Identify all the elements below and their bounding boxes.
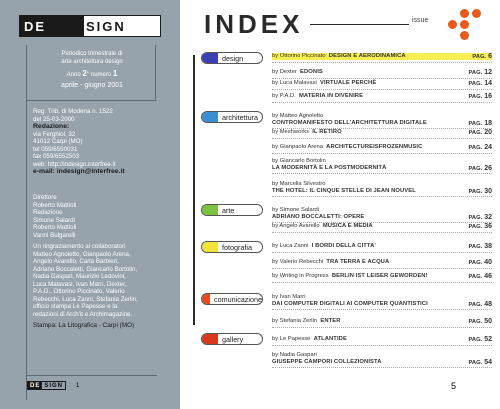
page-value: 46 xyxy=(484,273,492,280)
entry-author: by Gianpaolo Arena xyxy=(272,144,323,150)
page-label: PAG. xyxy=(468,319,483,325)
logo-light-part: SIGN xyxy=(86,18,126,34)
entry-page xyxy=(472,53,492,61)
category-label: comunicazione xyxy=(214,294,262,304)
entry-title: ARCHITECTUREISFROZENMUSIC xyxy=(326,144,423,150)
index-entry[interactable] xyxy=(272,318,492,325)
page-value: 16 xyxy=(484,93,492,100)
entry-page xyxy=(468,259,492,267)
email-link[interactable]: e-mail: indesign@interfree.it xyxy=(33,168,125,175)
website-link[interactable]: web: http://indesign.interfree.it xyxy=(33,160,116,168)
dot-icon xyxy=(460,9,469,18)
category-label: architettura xyxy=(222,112,258,122)
dot-icon xyxy=(460,20,469,29)
entry-author: by Nadia Gaspari xyxy=(272,352,317,358)
index-entry[interactable] xyxy=(272,243,492,250)
entry-author: by Luca Malavasi xyxy=(272,80,317,86)
entry-author: by Giancarlo Bortolin xyxy=(272,158,326,164)
entry-title: BERLIN IST LEISER GEWORDEN! xyxy=(331,273,428,279)
entry-divider xyxy=(272,345,492,346)
category-color-swatch xyxy=(202,242,218,252)
entry-title: GIUSEPPE CAMPORI COLLEZIONISTA xyxy=(272,359,382,366)
page-value: 54 xyxy=(484,359,492,366)
category-architettura[interactable] xyxy=(201,111,263,123)
category-fotografia[interactable] xyxy=(201,241,263,253)
entry-page xyxy=(468,93,492,101)
category-gallery[interactable] xyxy=(201,333,263,345)
index-entry[interactable] xyxy=(272,80,492,87)
page-label: PAG. xyxy=(468,302,483,308)
pub-line-1: Periodico trimestrale di xyxy=(61,51,123,57)
left-page-number: 1 xyxy=(76,382,80,389)
category-arte[interactable] xyxy=(201,204,263,216)
page-label: PAG. xyxy=(468,360,483,366)
entry-title: MUSICA E MEDIA xyxy=(322,223,373,229)
category-label: gallery xyxy=(222,334,244,344)
entry-title: DESIGN E AERODINAMICA xyxy=(328,53,406,59)
page-value: 26 xyxy=(484,165,492,172)
page-label: PAG. xyxy=(468,121,483,127)
page-label: PAG. xyxy=(468,337,483,343)
category-comunicazione[interactable] xyxy=(201,293,263,305)
page-label: PAG. xyxy=(468,94,483,100)
page-value: 38 xyxy=(484,243,492,250)
entry-title: MATERIA IN DIVENIRE xyxy=(298,93,364,99)
entry-title: LA MODERNITÀ E LA POSTMODERNITÀ xyxy=(272,165,387,172)
entry-title: THE HOTEL: IL CINQUE STELLE DI JEAN NOUVEL xyxy=(272,188,416,195)
entry-divider xyxy=(272,62,492,63)
entry-divider xyxy=(272,196,492,197)
entry-author: by Meshworks xyxy=(272,129,310,135)
entry-author: by Ottorino Piccinato xyxy=(272,53,326,59)
entry-divider xyxy=(272,138,492,139)
redazione-heading: Redazione: xyxy=(33,123,70,130)
issue-label: issue xyxy=(412,17,429,24)
entry-divider xyxy=(272,102,492,103)
entry-author: by Angelo Avarello xyxy=(272,223,320,229)
entry-author: by Matteo Agnoletto xyxy=(272,113,324,119)
masthead-panel xyxy=(0,0,180,409)
staff: Direttore Roberto Mattioli Redazione Simone Salardi Roberto Mattioli Vanni Bulgarelli xyxy=(33,194,77,239)
index-entry[interactable] xyxy=(272,181,492,196)
category-label: arte xyxy=(222,205,235,215)
page-label: PAG. xyxy=(468,130,483,136)
entry-page xyxy=(468,129,492,137)
page-value: 20 xyxy=(484,129,492,136)
category-design[interactable] xyxy=(201,52,263,64)
page-value: 50 xyxy=(484,318,492,325)
entry-title: EDONIS xyxy=(300,69,323,75)
category-color-swatch xyxy=(202,53,218,63)
category-color-swatch xyxy=(202,112,218,122)
page-title: INDEX xyxy=(204,9,304,39)
entry-divider xyxy=(272,327,492,328)
entry-divider xyxy=(272,173,492,174)
entry-title: IL RETIRO xyxy=(312,129,342,135)
entry-divider xyxy=(272,282,492,283)
entry-title: DAI COMPUTER DIGITALI AI COMPUTER QUANTISTICI xyxy=(272,301,428,308)
page-label: PAG. xyxy=(468,166,483,172)
entry-page xyxy=(468,273,492,281)
page-number: 5 xyxy=(450,381,456,391)
pub-line-2: arte architettura design xyxy=(61,58,123,65)
entry-page xyxy=(468,318,492,326)
entry-author: by Dexter xyxy=(272,69,297,75)
category-label: fotografia xyxy=(222,242,252,252)
publication-info xyxy=(26,45,156,101)
index-entry[interactable] xyxy=(272,273,492,280)
category-label: design xyxy=(222,53,244,63)
category-color-swatch xyxy=(202,294,210,304)
entry-page xyxy=(468,80,492,88)
entry-author: by Stefania Zerlin xyxy=(272,318,318,324)
index-entry[interactable] xyxy=(272,129,492,136)
entry-author: by Valerio Rebecchi xyxy=(272,259,324,265)
index-entry[interactable] xyxy=(272,53,492,60)
page-value: 40 xyxy=(484,259,492,266)
index-entry[interactable] xyxy=(272,93,492,100)
entry-page xyxy=(468,144,492,152)
index-entry[interactable] xyxy=(272,223,492,230)
issue-date: aprile - giugno 2001 xyxy=(61,82,123,89)
title-rule xyxy=(310,24,409,25)
entry-author: by Marcella Silvestro xyxy=(272,181,326,187)
entry-title: ADRIANO BOCCALETTI: OPERE xyxy=(272,214,365,221)
page-label: PAG. xyxy=(468,81,483,87)
entry-author: by Luca Zanni xyxy=(272,243,309,249)
index-entry[interactable] xyxy=(272,69,492,76)
entry-author: by Simone Salardi xyxy=(272,207,320,213)
entry-divider xyxy=(272,367,492,368)
entry-title: VIRTUALE PERCHÈ xyxy=(320,80,377,86)
index-entry[interactable] xyxy=(272,207,492,222)
dot-icon xyxy=(460,31,469,40)
index-entry[interactable] xyxy=(272,336,492,343)
page-value: 6 xyxy=(488,53,492,60)
entry-divider xyxy=(272,78,492,79)
page-label: PAG. xyxy=(468,70,483,76)
entry-divider xyxy=(272,153,492,154)
page-label: PAG. xyxy=(468,189,483,195)
acknowledgements: Un ringraziamento ai collaboratori Matteo Agnoletto, Gianpaolo Arena, Angelo Avarello, Carla Barbieri, Adriano Boccaletti, Giancarlo Bortolin, Nadia Gaspari, Maurizio Ledovini, Luca Malavasi, Ivan Marri, Dexter, P.A.D., Ottorino Piccinato, Valerio Rebecchi, Luca Zanni, Stefania Zerlin, ufficio stampa Le Papesse e la redazioni di Arch'it e Archimagazine. xyxy=(33,243,138,318)
page-label: PAG. xyxy=(472,54,487,60)
page-value: 52 xyxy=(484,336,492,343)
registration: Reg. Trib. di Modena n. 1522 del 25-03-2000 Redazione: via Ferghiol, 32 41012 Carpi (MO) tel 059/6550031 fax 059/6552503 web: http://indesign.interfree.it e-mail: indesign@interfree.it xyxy=(33,108,125,175)
printer-credit: Stampa: La Litografica - Carpi (MO) xyxy=(33,322,135,329)
index-entry[interactable] xyxy=(272,352,492,367)
entry-author: by Ivan Marri xyxy=(272,294,306,300)
left-footer xyxy=(27,375,157,390)
design-logo xyxy=(19,15,161,37)
dot-icon xyxy=(448,20,457,29)
logo-dark-part: DE xyxy=(20,16,84,36)
page-value: 14 xyxy=(484,80,492,87)
entry-title: ENTER xyxy=(320,318,341,324)
category-color-swatch xyxy=(202,205,218,215)
index-entry[interactable] xyxy=(272,144,492,151)
page-value: 48 xyxy=(484,301,492,308)
index-entry[interactable] xyxy=(272,158,492,173)
page-value: 30 xyxy=(484,188,492,195)
index-panel xyxy=(190,0,500,409)
entry-divider xyxy=(272,268,492,269)
entry-author: by Writing in Progress xyxy=(272,273,329,279)
entry-divider xyxy=(272,309,492,310)
entry-divider xyxy=(272,89,492,90)
category-color-swatch xyxy=(202,334,218,344)
entry-divider xyxy=(272,232,492,233)
page-value: 24 xyxy=(484,144,492,151)
page-value: 36 xyxy=(484,223,492,230)
page-label: PAG. xyxy=(468,244,483,250)
footer-logo: DE SIGN xyxy=(27,381,66,390)
entry-page xyxy=(468,336,492,344)
index-entry[interactable] xyxy=(272,259,492,266)
index-entry[interactable] xyxy=(272,294,492,309)
page-value: 12 xyxy=(484,69,492,76)
dot-icon xyxy=(472,9,481,18)
entry-divider xyxy=(272,252,492,253)
entry-page xyxy=(468,69,492,77)
page-label: PAG. xyxy=(468,215,483,221)
page-label: PAG. xyxy=(468,260,483,266)
entry-title: I BORDI DELLA CITTA' xyxy=(311,243,376,249)
index-vertical-rule xyxy=(193,55,195,325)
issue-number: Anno 2° numero 1 xyxy=(66,69,118,78)
entry-author: by Le Papesse xyxy=(272,336,311,342)
page-label: PAG. xyxy=(468,145,483,151)
entry-page xyxy=(468,223,492,231)
page-label: PAG. xyxy=(468,274,483,280)
entry-title: ATLANTIDE xyxy=(313,336,347,342)
page-value: 18 xyxy=(484,120,492,127)
entry-title: TRA TERRA E ACQUA xyxy=(326,259,390,265)
entry-author: by P.A.D. xyxy=(272,93,296,99)
entry-title: CONTROMANIFESTO DELL'ARCHITETTURA DIGITALE xyxy=(272,120,427,127)
entry-page xyxy=(468,243,492,251)
index-entry[interactable] xyxy=(272,113,492,128)
page-value: 32 xyxy=(484,214,492,221)
page-label: PAG. xyxy=(468,224,483,230)
